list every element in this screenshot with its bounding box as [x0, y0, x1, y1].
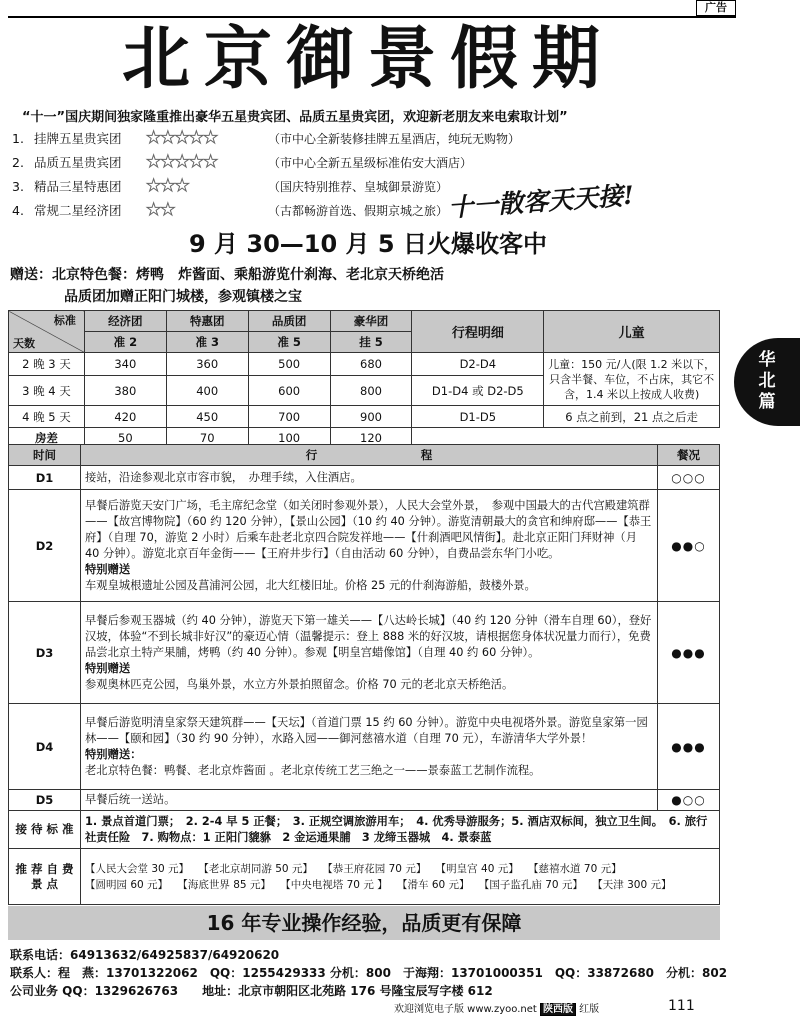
price-cell: 500 [248, 353, 330, 376]
table-row [9, 849, 720, 905]
package-number: 3. [12, 179, 24, 194]
special-gift-label: 特别赠送： [85, 747, 142, 761]
package-name: 精品三星特惠团 [34, 179, 122, 194]
recommend-list [81, 849, 720, 905]
room-diff-cell: 70 [166, 428, 248, 449]
day-route [81, 466, 658, 490]
price-cell: 700 [248, 406, 330, 428]
package-item [12, 152, 472, 172]
meal-header: 餐况 [658, 445, 720, 466]
package-name: 挂牌五星贵宾团 [34, 131, 122, 146]
table-row [9, 466, 720, 490]
recommend-item: 【人民大会堂 30 元】 [85, 862, 190, 875]
day-label: D1 [9, 466, 81, 490]
service-standard-label: 接 待 标 准 [9, 811, 81, 849]
day-label: D4 [9, 704, 81, 790]
table-row [9, 353, 720, 376]
column-header: 豪华团 [330, 311, 412, 332]
recommend-item: 【海底世界 85 元】 [177, 878, 271, 891]
region-tab-char: 华 [758, 350, 776, 370]
days-cell: 3 晚 4 天 [9, 376, 85, 406]
recommend-item: 【慈禧水道 70 元】 [528, 862, 622, 875]
day-route [81, 704, 658, 790]
recommend-item: 【明皇宫 40 元】 [435, 862, 519, 875]
price-cell: 380 [84, 376, 166, 406]
column-standard: 准 2 [84, 332, 166, 353]
meal-indicator: ●○○ [658, 790, 720, 811]
price-cell: 340 [84, 353, 166, 376]
gift-line: 品质团加赠正阳门城楼，参观镇楼之宝 [64, 289, 302, 305]
schedule-table [8, 444, 720, 905]
room-diff-cell: 100 [248, 428, 330, 449]
package-number: 4. [12, 203, 24, 218]
day-route [81, 790, 658, 811]
package-item [12, 176, 448, 196]
meal-indicator: ○○○ [658, 466, 720, 490]
price-table-corner [9, 311, 85, 353]
footer-edition: 红版 [579, 1004, 600, 1015]
child-header: 儿童 [544, 311, 720, 353]
column-header: 品质团 [248, 311, 330, 332]
recommend-item: 【圆明园 60 元】 [85, 878, 169, 891]
package-name: 品质五星贵宾团 [34, 155, 122, 170]
table-row [9, 704, 720, 790]
quality-banner: 16 年专业操作经验，品质更有保障 [8, 906, 720, 940]
recommend-item: 【天津 300 元】 [592, 878, 672, 891]
package-desc: （市中心全新装修挂牌五星酒店，纯玩无购物） [268, 132, 521, 146]
special-gift-text: 车观皇城根遗址公园及菖浦河公园，北大红楼旧址。价格 25 元的什刹海游船，鼓楼外景。 [85, 578, 536, 592]
room-diff-cell: 50 [84, 428, 166, 449]
star-rating-icon: ★★★★★ [146, 128, 218, 148]
price-table [8, 310, 720, 449]
price-cell: 360 [166, 353, 248, 376]
meal-indicator: ●●● [658, 704, 720, 790]
room-diff-label: 房差 [9, 428, 85, 449]
special-gift-label: 特别赠送 [85, 661, 131, 675]
package-number: 1. [12, 131, 24, 146]
room-diff-cell: 120 [330, 428, 412, 449]
star-rating-icon: ★★★ [146, 176, 189, 196]
gift-line: 赠送：北京特色餐：烤鸭 炸酱面、乘船游览什刹海、老北京天桥绝活 [10, 267, 444, 283]
page-number: 111 [668, 998, 695, 1014]
recommend-item: 【老北京胡同游 50 元】 [198, 862, 313, 875]
recommend-item: 【中央电视塔 70 元 】 [280, 878, 388, 891]
route-text: 接站，沿途参观北京市容市貌， 办理手续，入住酒店。 [85, 470, 362, 484]
day-route [81, 490, 658, 602]
region-tab-char: 篇 [758, 392, 776, 412]
route-text: 早餐后统一送站。 [85, 793, 176, 806]
corner-top-label: 标准 [53, 314, 76, 327]
route-header: 行 程 [81, 445, 658, 466]
footer [394, 1000, 599, 1015]
recommend-label: 推 荐 自 费 景 点 [9, 849, 81, 905]
footer-site: 欢迎浏览电子版 www.zyoo.net [394, 1004, 537, 1015]
time-header: 时间 [9, 445, 81, 466]
table-row [9, 406, 720, 428]
contact-person: 联系人：程 燕：13701322062 QQ：1255429333 分机：800 于海翔：13701000351 QQ：33872680 分机：802 [10, 966, 728, 980]
column-standard: 准 5 [248, 332, 330, 353]
contact-company: 公司业务 QQ：1329626763 地址：北京市朝阳区北苑路 176 号隆宝辰写字楼 612 [10, 984, 493, 998]
route-text: 早餐后游览天安门广场，毛主席纪念堂（如关闭时参观外景），人民大会堂外景， 参观中国最大的古代宫殿建筑群——【故宫博物院】（60 约 120 分钟），【景山公园】（10 约 40 分钟）。游览清朝最大的贪官和绅府邸——【恭王府】（自理 70，游览 2 小时）后乘车赴老北京四合院发祥地——【什刹酒吧风情街】。赴北京正阳门拜财神（月 40 分钟）。游览北京百年金街——【王府井步行】（自由活动 60 分钟），自费品尝东华门小吃。 [85, 498, 652, 560]
package-item [12, 200, 448, 220]
day-route [81, 602, 658, 704]
column-standard: 准 3 [166, 332, 248, 353]
route-text: 早餐后参观玉器城（约 40 分钟），游览天下第一雄关——【八达岭长城】（40 约 120 分钟（滑车自理 60），登好汉坡，体验“不到长城非好汉”的豪迈心情（温馨提示：登上 888 米的好汉坡，请根据您身体状况量力而行），免费品尝北京土特产果脯，烤鸭（约 40 分钟）。参观【明皇宫蜡像馆】（自理 40 约 60 分钟）。 [85, 613, 652, 659]
table-row [9, 811, 720, 849]
price-cell: 600 [248, 376, 330, 406]
star-rating-icon: ★★★★★ [146, 152, 218, 172]
meal-indicator: ●●● [658, 602, 720, 704]
time-note: 6 点之前到，21 点之后走 [544, 406, 720, 428]
package-desc: （国庆特别推荐、皇城御景游览） [268, 180, 449, 194]
table-row [9, 790, 720, 811]
child-note: 儿童：150 元/人(限 1.2 米以下，只含半餐、车位，不占床，其它不含，1.4 米以上按成人收费) [544, 353, 720, 406]
days-cell: 4 晚 5 天 [9, 406, 85, 428]
recommend-item: 【滑车 60 元】 [397, 878, 470, 891]
day-label: D3 [9, 602, 81, 704]
column-header: 特惠团 [166, 311, 248, 332]
page-title: 北京御景假期 [121, 20, 614, 99]
itinerary-cell: D2-D4 [412, 353, 544, 376]
service-standard-text: 1. 景点首道门票； 2. 2-4 早 5 正餐； 3. 正规空调旅游用车； 4. 优秀导游服务；5. 酒店双标间，独立卫生间。 6. 旅行社责任险 7. 购物点：1 正阳门貔貅 2 金运通果脯 3 龙缔玉器城 4. 景泰蓝 [81, 811, 720, 849]
itinerary-header: 行程明细 [412, 311, 544, 353]
column-header: 经济团 [84, 311, 166, 332]
region-tab-char: 北 [758, 371, 776, 391]
recommend-item: 【国子监孔庙 70 元】 [478, 878, 583, 891]
package-desc: （古都畅游首选、假期京城之旅） [268, 204, 449, 218]
corner-bottom-label: 天数 [13, 337, 35, 350]
ad-tag: 广告 [696, 0, 736, 16]
slogan: “十一”国庆期间独家隆重推出豪华五星贵宾团、品质五星贵宾团，欢迎新老朋友来电索取计划” [22, 110, 568, 125]
day-label: D2 [9, 490, 81, 602]
package-number: 2. [12, 155, 24, 170]
table-row [9, 490, 720, 602]
column-standard: 挂 5 [330, 332, 412, 353]
package-name: 常规二星经济团 [34, 203, 122, 218]
region-tab [734, 338, 800, 426]
recommend-item: 【恭王府花园 70 元】 [322, 862, 427, 875]
script-slogan: 十一散客天天接! [447, 180, 635, 223]
route-text: 早餐后游览明清皇家祭天建筑群——【天坛】（首道门票 15 约 60 分钟）。游览中央电视塔外景。游览皇家第一园林——【颐和园】（30 约 90 分钟），水路入园——御河慈禧水道（自理 70 元），车游清华大学外景！ [85, 715, 648, 745]
contact-phone: 联系电话：64913632/64925837/64920620 [10, 948, 280, 962]
itinerary-cell: D1-D5 [412, 406, 544, 428]
star-rating-icon: ★★ [146, 200, 175, 220]
price-cell: 450 [166, 406, 248, 428]
price-cell: 900 [330, 406, 412, 428]
price-cell: 400 [166, 376, 248, 406]
date-headline: 9 月 30—10 月 5 日火爆收客中 [189, 230, 547, 258]
package-desc: （市中心全新五星级标准佑安大酒店） [268, 156, 473, 170]
meal-indicator: ●●○ [658, 490, 720, 602]
table-row [9, 602, 720, 704]
special-gift-label: 特别赠送 [85, 562, 131, 576]
special-gift-text: 老北京特色餐：鸭餐、老北京炸酱面 。老北京传统工艺三绝之一——景泰蓝工艺制作流程。 [85, 763, 541, 777]
price-cell: 680 [330, 353, 412, 376]
special-gift-text: 参观奥林匹克公园，鸟巢外景，水立方外景拍照留念。价格 70 元的老北京天桥绝活。 [85, 677, 514, 691]
package-item [12, 128, 520, 148]
price-cell: 800 [330, 376, 412, 406]
day-label: D5 [9, 790, 81, 811]
itinerary-cell: D1-D4 或 D2-D5 [412, 376, 544, 406]
footer-edition-box: 陕西版 [540, 1003, 576, 1016]
price-cell: 420 [84, 406, 166, 428]
days-cell: 2 晚 3 天 [9, 353, 85, 376]
